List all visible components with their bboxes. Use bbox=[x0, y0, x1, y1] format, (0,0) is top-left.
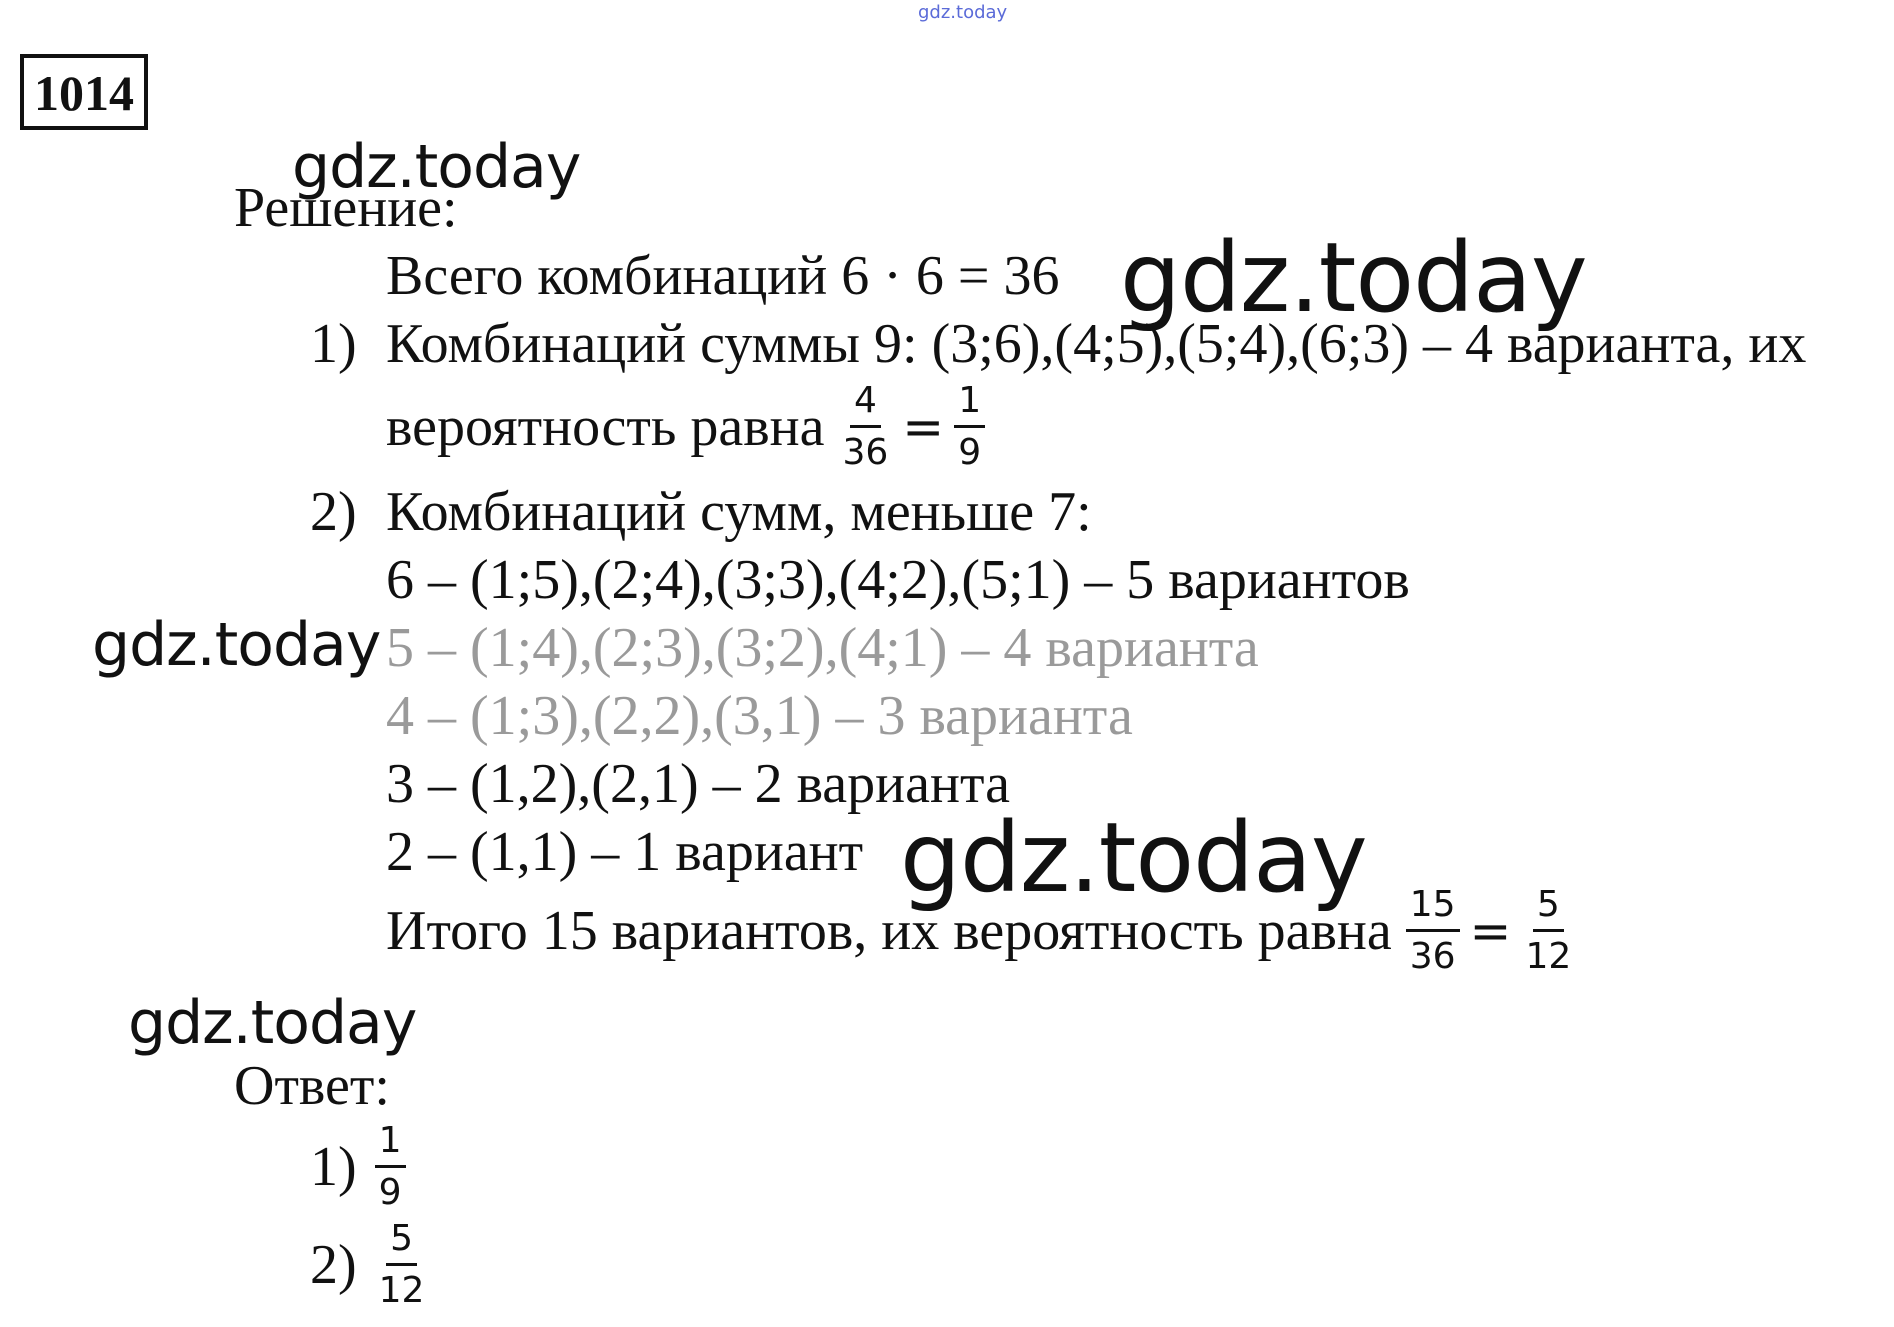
watermark: gdz.today bbox=[900, 802, 1367, 914]
answer-item2-marker: 2) bbox=[310, 1233, 357, 1296]
total-combinations-line: Всего комбинаций 6 · 6 = 36 bbox=[386, 245, 1060, 307]
watermark: gdz.today bbox=[292, 132, 581, 202]
item2-total-label: Итого 15 вариантов, их вероятность равна bbox=[386, 899, 1392, 962]
answer-fraction-5-12: $\frac{5}{12}$ bbox=[378, 1218, 425, 1312]
item1-probability-label: вероятность равна bbox=[386, 395, 825, 458]
fraction-5-12: $\frac{5}{12}$ bbox=[1525, 884, 1572, 978]
sum-row-6: 6 – (1;5),(2;4),(3;3),(4;2),(5;1) – 5 вариантов bbox=[386, 549, 1410, 611]
fraction-15-36: $\frac{15}{36}$ bbox=[1406, 884, 1460, 978]
top-watermark: gdz.today bbox=[918, 2, 1008, 23]
equals-sign: = bbox=[902, 397, 945, 456]
item1-probability bbox=[386, 380, 985, 474]
answer-heading: Ответ: bbox=[234, 1055, 390, 1117]
item1-marker: 1) bbox=[310, 313, 357, 375]
item2-line1: Комбинаций сумм, меньше 7: bbox=[386, 481, 1092, 543]
watermark: gdz.today bbox=[1120, 222, 1587, 334]
item1-line1: Комбинаций суммы 9: (3;6),(4;5),(5;4),(6;3) – 4 варианта, их bbox=[386, 313, 1807, 375]
sum-row-3: 3 – (1,2),(2,1) – 2 варианта bbox=[386, 753, 1010, 815]
answer-item2 bbox=[310, 1218, 428, 1312]
sum-row-4: 4 – (1;3),(2,2),(3,1) – 3 варианта bbox=[386, 685, 1133, 747]
item2-probability bbox=[386, 884, 1575, 978]
fraction-4-36: $\frac{4}{36}$ bbox=[842, 380, 889, 474]
item2-marker: 2) bbox=[310, 481, 357, 543]
watermark: gdz.today bbox=[128, 988, 417, 1058]
fraction-1-9: $\frac{1}{9}$ bbox=[954, 380, 985, 474]
solution-heading: Решение: bbox=[234, 177, 458, 239]
watermark: gdz.today bbox=[92, 610, 381, 680]
equals-sign: = bbox=[1469, 901, 1512, 960]
sum-row-5: 5 – (1;4),(2;3),(3;2),(4;1) – 4 варианта bbox=[386, 617, 1259, 679]
sum-row-2: 2 – (1,1) – 1 вариант bbox=[386, 821, 864, 883]
answer-item1 bbox=[310, 1120, 406, 1214]
answer-fraction-1-9: $\frac{1}{9}$ bbox=[375, 1120, 406, 1214]
answer-item1-marker: 1) bbox=[310, 1135, 357, 1198]
problem-number: 1014 bbox=[20, 54, 148, 130]
